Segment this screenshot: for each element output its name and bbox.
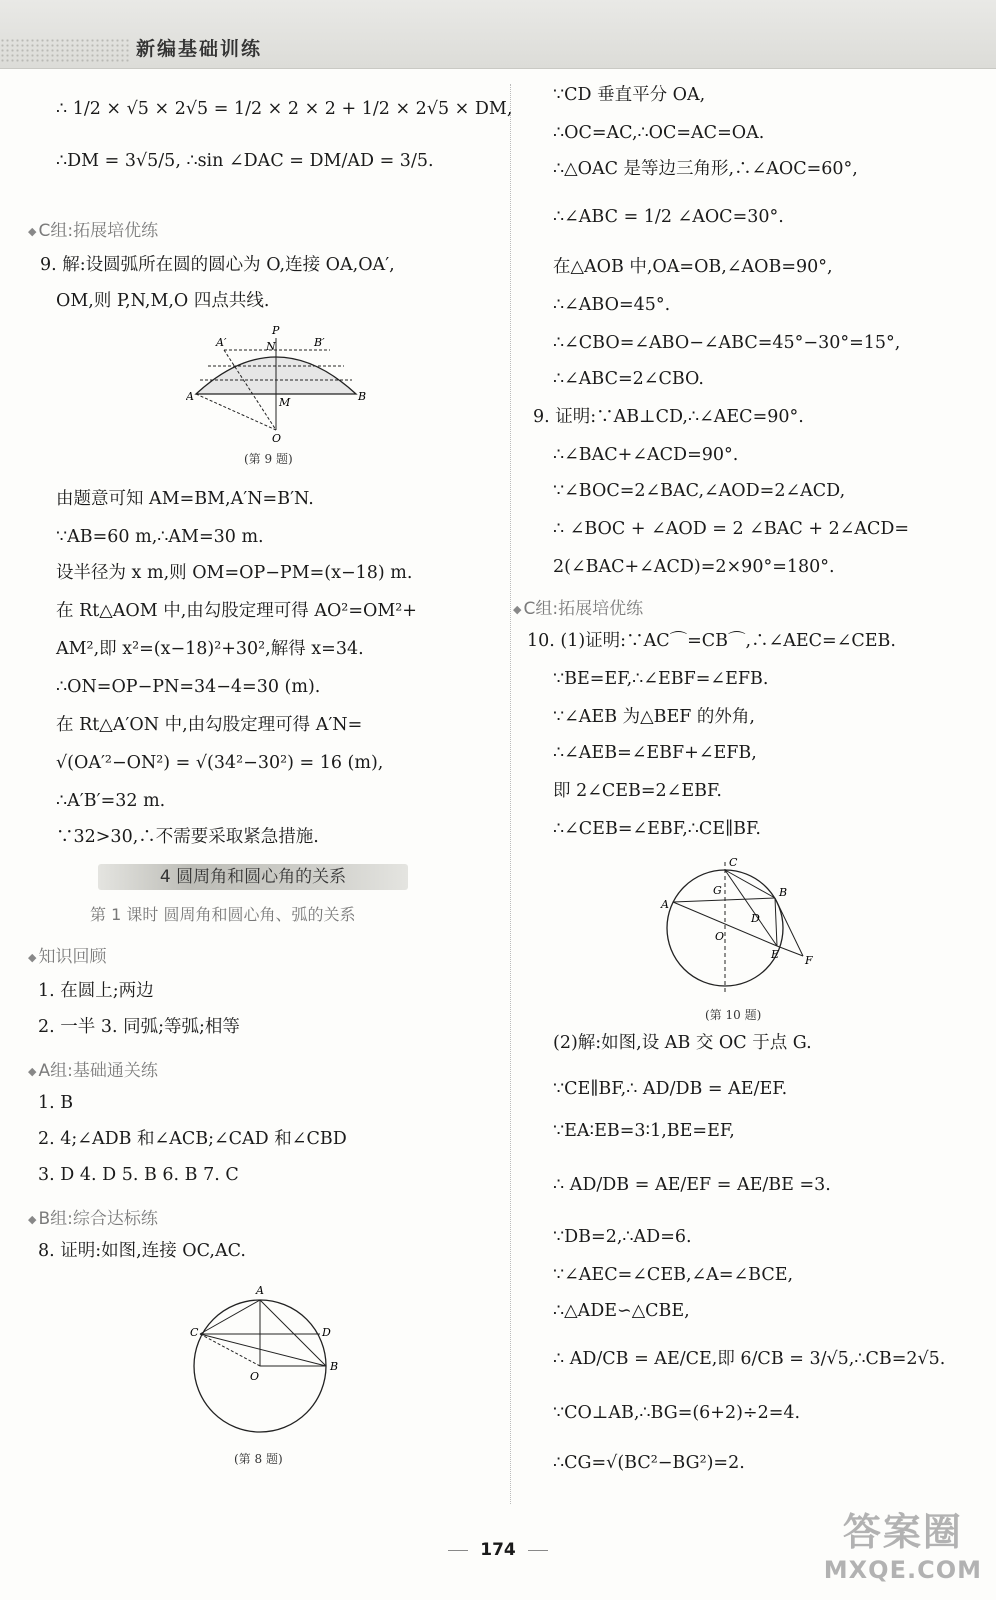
text-line: ∴∠CBO=∠ABO−∠ABC=45°−30°=15°, bbox=[553, 333, 901, 353]
text-line: 2. 一半 3. 同弧;等弧;相等 bbox=[38, 1017, 240, 1037]
text-line: ∴ ∠BOC + ∠AOD = 2 ∠BAC + 2∠ACD= bbox=[553, 519, 910, 539]
label-D: D bbox=[751, 912, 760, 925]
figure-8-diagram bbox=[188, 1274, 358, 1444]
label-M: M bbox=[279, 396, 291, 409]
label-N: N bbox=[266, 340, 276, 353]
label-O: O bbox=[715, 930, 725, 943]
lesson-subtitle: 第 1 课时 圆周角和圆心角、弧的关系 bbox=[90, 905, 356, 924]
section-heading: ◆ C组:拓展培优练 bbox=[513, 594, 643, 619]
text-line: ∴ 1/2 × √5 × 2√5 = 1/2 × 2 × 2 + 1/2 × 2√5 × DM, bbox=[56, 99, 513, 119]
section-heading: ◆ A组:基础通关练 bbox=[28, 1056, 158, 1081]
label-A: A bbox=[661, 898, 669, 911]
text-line: ∵AB=60 m,∴AM=30 m. bbox=[56, 527, 264, 547]
label-P: P bbox=[272, 324, 280, 337]
text-line: ∴DM = 3√5/5, ∴sin ∠DAC = DM/AD = 3/5. bbox=[56, 151, 434, 171]
text-line: ∴∠AEB=∠EBF+∠EFB, bbox=[553, 743, 757, 763]
figure-8-caption: (第 8 题) bbox=[234, 1452, 283, 1466]
label-G: G bbox=[713, 884, 722, 897]
label-A: A bbox=[186, 390, 194, 403]
header-title: 新编基础训练 bbox=[136, 38, 263, 60]
text-line: ∴△OAC 是等边三角形,∴∠AOC=60°, bbox=[553, 159, 858, 179]
text-line: 由题意可知 AM=BM,A′N=B′N. bbox=[56, 489, 314, 509]
label-D: D bbox=[322, 1326, 331, 1339]
label-B: B bbox=[779, 886, 788, 899]
text-line: 即 2∠CEB=2∠EBF. bbox=[553, 781, 722, 801]
label-B-prime: B′ bbox=[314, 336, 325, 349]
text-line: ∵32>30,∴不需要采取紧急措施. bbox=[56, 827, 319, 847]
label-O: O bbox=[250, 1370, 260, 1383]
text-line: ∴∠ABC = 1/2 ∠AOC=30°. bbox=[553, 207, 784, 227]
text-line: ∵CO⊥AB,∴BG=(6+2)÷2=4. bbox=[553, 1403, 801, 1423]
text-line: 10. (1)证明:∵AC⌒=CB⌒,∴∠AEC=∠CEB. bbox=[527, 631, 896, 651]
text-line: 2(∠BAC+∠ACD)=2×90°=180°. bbox=[553, 557, 835, 577]
lesson-title-bar: 4 圆周角和圆心角的关系 bbox=[98, 864, 408, 890]
text-line: ∴OC=AC,∴OC=AC=OA. bbox=[553, 123, 765, 143]
label-C: C bbox=[729, 856, 738, 869]
section-heading: ◆ C组:拓展培优练 bbox=[28, 216, 158, 241]
text-line: 在 Rt△AOM 中,由勾股定理可得 AO²=OM²+ bbox=[56, 601, 417, 621]
text-line: ∴ AD/CB = AE/CE,即 6/CB = 3/√5,∴CB=2√5. bbox=[553, 1349, 946, 1369]
column-divider bbox=[510, 84, 512, 1504]
text-line: 1. 在圆上;两边 bbox=[38, 981, 154, 1001]
text-line: 1. B bbox=[38, 1093, 74, 1113]
text-line: 9. 证明:∵AB⊥CD,∴∠AEC=90°. bbox=[533, 407, 804, 427]
text-line: ∵CE∥BF,∴ AD/DB = AE/EF. bbox=[553, 1079, 788, 1099]
watermark-line1: 答案圈 bbox=[842, 1510, 963, 1554]
label-B: B bbox=[358, 390, 366, 403]
label-O: O bbox=[272, 432, 282, 444]
label-A-prime: A′ bbox=[216, 336, 227, 349]
text-line: 在 Rt△A′ON 中,由勾股定理可得 A′N= bbox=[56, 715, 363, 735]
text-line: ∵∠AEC=∠CEB,∠A=∠BCE, bbox=[553, 1265, 794, 1285]
label-A: A bbox=[256, 1284, 264, 1297]
figure-8 bbox=[188, 1274, 358, 1444]
text-line: ∵BE=EF,∴∠EBF=∠EFB. bbox=[553, 669, 769, 689]
text-line: 9. 解:设圆弧所在圆的圆心为 O,连接 OA,OA′, bbox=[40, 255, 395, 275]
text-line: AM²,即 x²=(x−18)²+30²,解得 x=34. bbox=[56, 639, 364, 659]
watermark-logo bbox=[824, 1501, 982, 1584]
label-E: E bbox=[771, 948, 780, 961]
text-line: ∴ AD/DB = AE/EF = AE/BE =3. bbox=[553, 1175, 831, 1195]
header-dot-pattern bbox=[0, 38, 130, 62]
text-line: ∵CD 垂直平分 OA, bbox=[553, 85, 706, 105]
text-line: ∴CG=√(BC²−BG²)=2. bbox=[553, 1453, 745, 1473]
text-line: ∵DB=2,∴AD=6. bbox=[553, 1227, 692, 1247]
text-line: ∵∠BOC=2∠BAC,∠AOD=2∠ACD, bbox=[553, 481, 846, 501]
text-line: ∴∠CEB=∠EBF,∴CE∥BF. bbox=[553, 819, 761, 839]
figure-9-diagram bbox=[186, 324, 366, 444]
section-heading: ◆ 知识回顾 bbox=[28, 942, 106, 967]
figure-9 bbox=[186, 324, 366, 444]
text-line: ∴△ADE∽△CBE, bbox=[553, 1301, 690, 1321]
section-heading: ◆ B组:综合达标练 bbox=[28, 1204, 158, 1229]
page-header bbox=[0, 0, 996, 69]
figure-10-diagram bbox=[659, 852, 829, 1002]
text-line: ∴∠ABC=2∠CBO. bbox=[553, 369, 704, 389]
text-line: ∴∠BAC+∠ACD=90°. bbox=[553, 445, 739, 465]
text-line: OM,则 P,N,M,O 四点共线. bbox=[56, 291, 270, 311]
text-line: 3. D 4. D 5. B 6. B 7. C bbox=[38, 1165, 239, 1185]
text-line: 设半径为 x m,则 OM=OP−PM=(x−18) m. bbox=[56, 563, 413, 583]
text-line: 在△AOB 中,OA=OB,∠AOB=90°, bbox=[553, 257, 833, 277]
text-line: √(OA′²−ON²) = √(34²−30²) = 16 (m), bbox=[56, 753, 384, 773]
figure-10 bbox=[659, 852, 829, 1002]
text-line: (2)解:如图,设 AB 交 OC 于点 G. bbox=[553, 1033, 812, 1053]
label-B: B bbox=[330, 1360, 339, 1373]
text-line: ∵EA∶EB=3∶1,BE=EF, bbox=[553, 1121, 735, 1141]
figure-10-caption: (第 10 题) bbox=[705, 1008, 762, 1022]
figure-9-caption: (第 9 题) bbox=[244, 452, 293, 466]
text-line: 2. 4;∠ADB 和∠ACB;∠CAD 和∠CBD bbox=[38, 1129, 347, 1149]
text-line: ∴A′B′=32 m. bbox=[56, 791, 166, 811]
text-line: ∵∠AEB 为△BEF 的外角, bbox=[553, 707, 755, 727]
text-line: ∴∠ABO=45°. bbox=[553, 295, 671, 315]
text-line: 8. 证明:如图,连接 OC,AC. bbox=[38, 1241, 246, 1261]
watermark-line2: MXQE.COM bbox=[823, 1556, 982, 1584]
label-F: F bbox=[805, 954, 813, 967]
page-number: 174 bbox=[0, 1540, 996, 1560]
label-C: C bbox=[190, 1326, 199, 1339]
text-line: ∴ON=OP−PN=34−4=30 (m). bbox=[56, 677, 321, 697]
